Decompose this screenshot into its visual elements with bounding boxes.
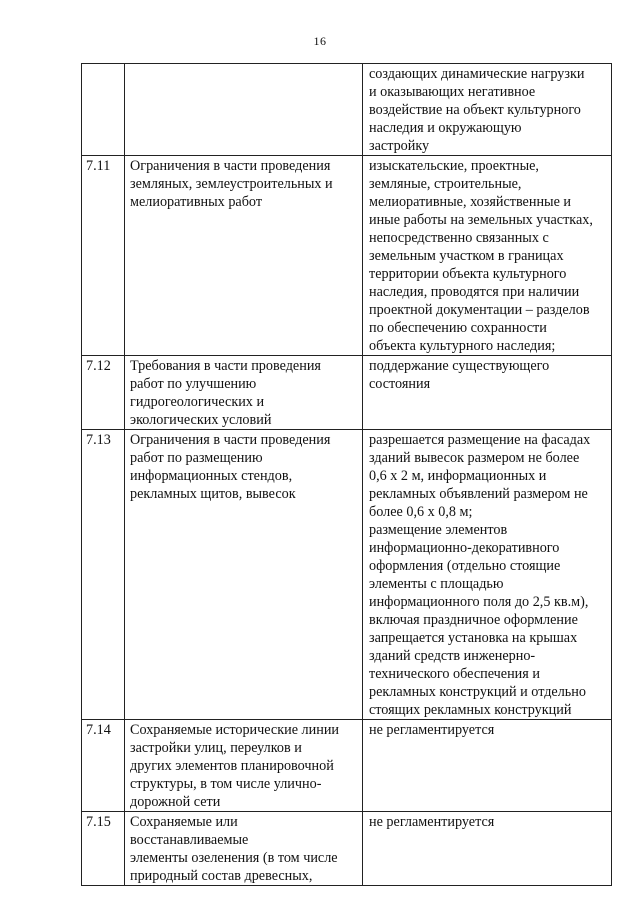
text-line: Ограничения в части проведения bbox=[130, 432, 331, 448]
text-line: зданий средств инженерно- bbox=[369, 648, 536, 664]
text-line: элементы озеленения (в том числе bbox=[130, 850, 338, 866]
text-line: восстанавливаемые bbox=[130, 832, 249, 848]
text-line: стоящих рекламных конструкций bbox=[369, 702, 572, 718]
table-row bbox=[82, 356, 612, 430]
text-line: состояния bbox=[369, 376, 431, 392]
text-line: гидрогеологических и bbox=[130, 394, 265, 410]
text-line: застройку bbox=[369, 138, 430, 154]
text-line: проектной документации – разделов bbox=[369, 302, 590, 318]
text-line: информационно-декоративного bbox=[369, 540, 560, 556]
text-line: информационных стендов, bbox=[130, 468, 293, 484]
row-number: 7.11 bbox=[82, 156, 125, 356]
text-line: других элементов планировочной bbox=[130, 758, 334, 774]
text-line: экологических условий bbox=[130, 412, 272, 428]
regulations-table bbox=[81, 63, 612, 886]
text-line: оформления (отдельно стоящие bbox=[369, 558, 561, 574]
table-row bbox=[82, 812, 612, 886]
text-line: не регламентируется bbox=[369, 814, 495, 830]
text-line: объекта культурного наследия; bbox=[369, 338, 556, 354]
text-line: рекламных объявлений размером не bbox=[369, 486, 588, 502]
text-line: иные работы на земельных участках, bbox=[369, 212, 593, 228]
text-line: рекламных щитов, вывесок bbox=[130, 486, 296, 502]
text-line: дорожной сети bbox=[130, 794, 221, 810]
text-line: зданий вывесок размером не более bbox=[369, 450, 580, 466]
text-line: технического обеспечения и bbox=[369, 666, 540, 682]
page-number: 16 bbox=[313, 34, 327, 48]
text-line: создающих динамические нагрузки bbox=[369, 66, 585, 82]
table-row bbox=[82, 156, 612, 356]
requirement-description bbox=[363, 720, 612, 812]
row-number: 7.14 bbox=[82, 720, 125, 812]
text-line: включая праздничное оформление bbox=[369, 612, 578, 628]
requirement-description bbox=[363, 812, 612, 886]
text-line: разрешается размещение на фасадах bbox=[369, 432, 591, 448]
table-row bbox=[82, 64, 612, 156]
requirement-name bbox=[125, 720, 363, 812]
text-line: Сохраняемые или bbox=[130, 814, 238, 830]
table-row bbox=[82, 430, 612, 720]
requirement-description bbox=[363, 64, 612, 156]
requirement-name bbox=[125, 812, 363, 886]
requirement-description bbox=[363, 430, 612, 720]
text-line: природный состав древесных, bbox=[130, 868, 313, 884]
text-line: 0,6 х 2 м, информационных и bbox=[369, 468, 547, 484]
requirement-name bbox=[125, 430, 363, 720]
text-line: застройки улиц, переулков и bbox=[130, 740, 302, 756]
text-line: работ по размещению bbox=[130, 450, 263, 466]
text-line: воздействие на объект культурного bbox=[369, 102, 581, 118]
text-line: и оказывающих негативное bbox=[369, 84, 536, 100]
text-line: наследия и окружающую bbox=[369, 120, 522, 136]
requirement-name bbox=[125, 356, 363, 430]
text-line: непосредственно связанных с bbox=[369, 230, 549, 246]
text-line: земляные, строительные, bbox=[369, 176, 522, 192]
text-line: поддержание существующего bbox=[369, 358, 550, 374]
text-line: информационного поля до 2,5 кв.м), bbox=[369, 594, 589, 610]
text-line: Требования в части проведения bbox=[130, 358, 321, 374]
text-line: наследия, проводятся при наличии bbox=[369, 284, 580, 300]
text-line: не регламентируется bbox=[369, 722, 495, 738]
text-line: размещение элементов bbox=[369, 522, 508, 538]
text-line: Сохраняемые исторические линии bbox=[130, 722, 340, 738]
requirement-description bbox=[363, 356, 612, 430]
requirement-name bbox=[125, 64, 363, 156]
text-line: территории объекта культурного bbox=[369, 266, 567, 282]
requirement-description bbox=[363, 156, 612, 356]
row-number: 7.15 bbox=[82, 812, 125, 886]
text-line: элементы с площадью bbox=[369, 576, 504, 592]
row-number: 7.13 bbox=[82, 430, 125, 720]
text-line: изыскательские, проектные, bbox=[369, 158, 539, 174]
text-line: более 0,6 х 0,8 м; bbox=[369, 504, 473, 520]
text-line: рекламных конструкций и отдельно bbox=[369, 684, 586, 700]
text-line: по обеспечению сохранности bbox=[369, 320, 547, 336]
row-number: 7.12 bbox=[82, 356, 125, 430]
row-number bbox=[82, 64, 125, 156]
table-row bbox=[82, 720, 612, 812]
requirement-name bbox=[125, 156, 363, 356]
text-line: запрещается установка на крышах bbox=[369, 630, 578, 646]
text-line: земляных, землеустроительных и bbox=[130, 176, 333, 192]
text-line: Ограничения в части проведения bbox=[130, 158, 331, 174]
text-line: земельным участком в границах bbox=[369, 248, 564, 264]
text-line: структуры, в том числе улично- bbox=[130, 776, 322, 792]
text-line: мелиоративные, хозяйственные и bbox=[369, 194, 572, 210]
text-line: работ по улучшению bbox=[130, 376, 257, 392]
text-line: мелиоративных работ bbox=[130, 194, 263, 210]
